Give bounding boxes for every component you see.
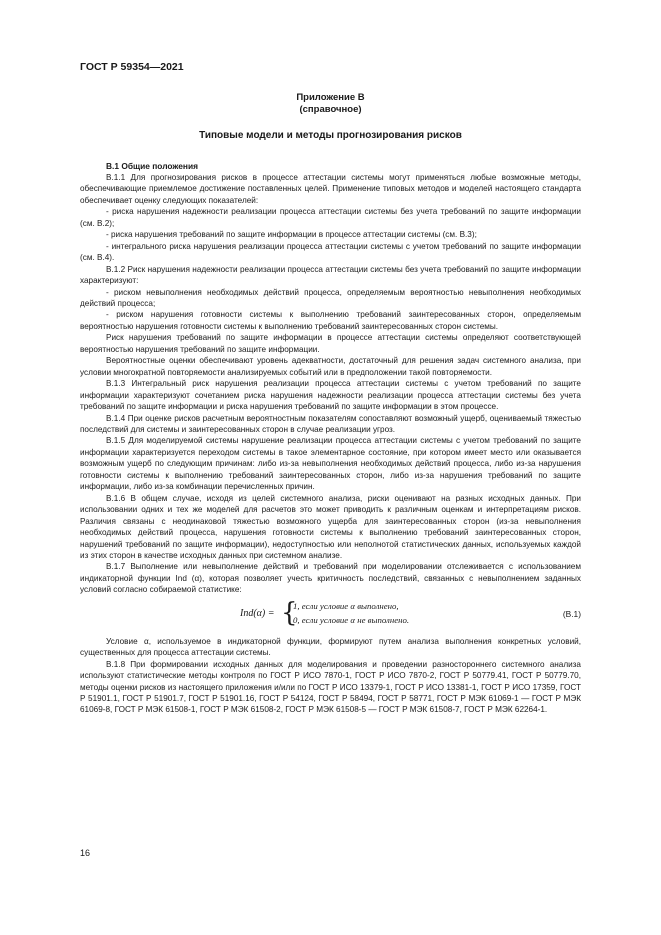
- formula-lhs: Ind(α) =: [240, 607, 275, 619]
- annex-title: Типовые модели и методы прогнозирования рисков: [199, 130, 462, 141]
- paragraph: В.1.1 Для прогнозирования рисков в процессе аттестации системы могут применяться любые возможные методы, обеспечивающие приемлемое достижение поставленных целей. Применение типовых методов и моделей настоящего стандарта обеспечивает оценку следующих показателей:: [80, 173, 581, 205]
- page-number: 16: [80, 848, 91, 858]
- paragraph: В.1.5 Для моделируемой системы нарушение реализации процесса аттестации системы с учетом требований по защите информации характеризуется переходом системы в такое элементарное состояние, при котором имеет место или оказывается возможным ущерб по следующим причинам: либо из-за невыполнения необходимых действий процесса, либо из-за нарушения готовности системы к выполнению требований заинтересованных сторон, либо из-за нарушения требований по защите информации, либо из-за комбинации перечисленных причин.: [80, 436, 581, 492]
- section-heading: В.1 Общие положения: [106, 161, 199, 171]
- paragraph: Условие α, используемое в индикаторной функции, формируют путем анализа выполнения конкретных условий, существенных для процесса аттестации системы.: [80, 636, 581, 658]
- formula-number: (В.1): [562, 608, 581, 619]
- list-item: - риска нарушения требований по защите информации в процессе аттестации системы (см. В.3);: [106, 230, 477, 240]
- formula-brace-icon: {: [281, 597, 298, 628]
- paragraph: Риск нарушения требований по защите информации в процессе аттестации системы определяют соответствующей вероятностью нарушения требований по защите информации.: [80, 333, 581, 354]
- paragraph: В.1.4 При оценке рисков расчетным вероятностным показателям сопоставляют возможный ущерб, оцениваемый тяжестью последствий для системы и заинтересованных сторон в случае реализации угроз.: [80, 413, 581, 434]
- paragraph: В.1.6 В общем случае, исходя из целей системного анализа, риски оценивают на разных исходных данных. При использовании одних и тех же моделей для расчетов это может приводить к различным оценкам и интерпретациям рисков. Различия связаны с неодинаковой тяжестью возможного ущерба для заинтересованных сторон (из-за невыполнения необходимых действий процесса, нарушения готовности системы к выполнению требований заинтересованных сторон, нарушений требований по защите информации), недоступностью или неполнотой статистических данных, используемых каждой из этих сторон в качестве исходных данных при системном анализе.: [80, 493, 581, 560]
- annex-kind: (справочное): [299, 104, 362, 115]
- paragraph: Вероятностные оценки обеспечивают уровень адекватности, достаточный для решения задач системного анализа, при условии многократной повторяемости анализируемых событий или в предположении такой повторяемости.: [80, 356, 581, 377]
- paragraph: В.1.3 Интегральный риск нарушения реализации процесса аттестации системы с учетом требований по защите информации характеризуют сочетанием риска нарушения надежности реализации процесса аттестации системы без учета требований по защите информации и риска нарушения требований по защите информации в этом процессе.: [80, 379, 581, 412]
- formula-case-2: 0, если условие α не выполнено.: [293, 614, 410, 625]
- annex-label: Приложение В: [296, 92, 365, 103]
- paragraph: В.1.8 При формировании исходных данных для моделирования и проведении разностороннего системного анализа используют статистические методы контроля по ГОСТ Р ИСО 7870-1, ГОСТ Р ИСО 7870-2, ГОСТ Р 50779.41, ГОСТ Р 50779.70, методы оценки рисков из настоящего приложения и/или по ГОСТ Р ИСО 13379-1, ГОСТ Р ИСО 13381-1, ГОСТ Р ИСО 17359, ГОСТ Р 51901.1, ГОСТ Р 51901.7, ГОСТ Р 51901.16, ГОСТ Р 54124, ГОСТ Р 58494, ГОСТ Р 58771, ГОСТ Р МЭК 61069-1 — ГОСТ Р МЭК 61069-8, ГОСТ Р МЭК 61508-1, ГОСТ Р МЭК 61508-2, ГОСТ Р МЭК 61508-5 — ГОСТ Р МЭК 61508-7, ГОСТ Р МЭК 62264-1.: [80, 659, 581, 715]
- formula-case-1: 1, если условие α выполнено,: [293, 600, 399, 611]
- document-body: [80, 160, 581, 716]
- list-item: - интегрального риска нарушения реализации процесса аттестации системы с учетом требований по защите информации (см. В.4).: [80, 241, 581, 263]
- document-code: ГОСТ Р 59354—2021: [80, 61, 184, 73]
- paragraph: В.1.2 Риск нарушения надежности реализации процесса аттестации системы без учета требований по защите информации характеризуют:: [80, 264, 581, 286]
- list-item: - риском нарушения готовности системы к выполнению требований заинтересованных сторон, определяемым вероятностью нарушения готовности системы к выполнению требований заинтересованных сторон системы.: [80, 310, 581, 331]
- paragraph: В.1.7 Выполнение или невыполнение действий и требований при моделировании отслеживается с использованием индикаторной функции Ind (α), которая позволяет учесть критичность последствий, связанных с невыполнением заданных условий согласно собираемой статистике:: [80, 562, 581, 595]
- list-item: - риском невыполнения необходимых действий процесса, определяемым вероятностью невыполнения необходимых действий процесса;: [80, 287, 581, 308]
- list-item: - риска нарушения надежности реализации процесса аттестации системы без учета требований по защите информации (см. В.2);: [80, 207, 581, 228]
- formula-block: [80, 597, 581, 630]
